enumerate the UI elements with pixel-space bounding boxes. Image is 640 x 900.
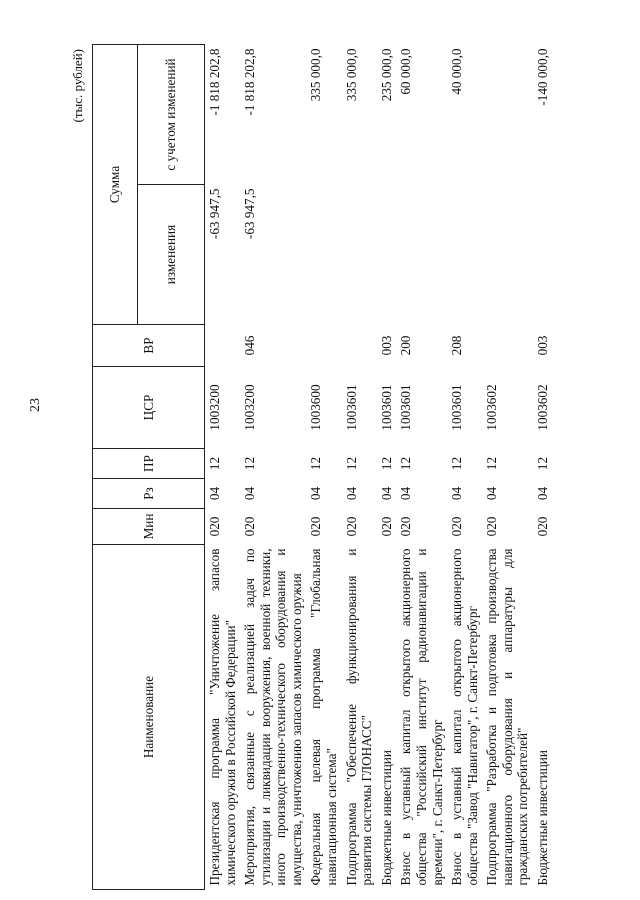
row-total: 40 000,0	[449, 48, 465, 95]
row-csr: 1003600	[308, 384, 324, 431]
row-total: 60 000,0	[398, 48, 414, 95]
table-row	[447, 45, 482, 890]
row-min: 020	[449, 516, 465, 537]
row-pr: 12	[484, 456, 500, 471]
row-change	[342, 185, 377, 325]
row-min: 020	[242, 516, 258, 537]
row-csr: 1003601	[398, 384, 414, 431]
row-pr: 12	[534, 456, 550, 471]
row-min: 020	[484, 516, 500, 537]
row-csr: 1003200	[207, 384, 222, 431]
row-total: -1 818 202,8	[207, 48, 222, 116]
row-min: 020	[378, 516, 394, 537]
row-pr: 12	[378, 456, 394, 471]
row-change	[533, 185, 553, 325]
row-total: -140 000,0	[534, 48, 550, 106]
row-total: 235 000,0	[378, 48, 394, 102]
row-rz: 04	[378, 486, 394, 501]
row-name: Подпрограмма "Разработка и подготовка производства навигационного оборудования и аппаратуры для гражданских потребителей"	[484, 548, 531, 886]
row-change	[482, 185, 533, 325]
units-label: (тыс. рублей)	[70, 49, 85, 123]
row-min: 020	[534, 516, 550, 537]
header-with-changes: с учетом изменений	[138, 45, 205, 185]
row-change: -63 947,5	[207, 188, 222, 240]
row-vr: 208	[449, 335, 465, 356]
row-total: 335 000,0	[308, 48, 324, 102]
row-vr	[205, 325, 241, 367]
row-name: Подпрограмма "Обеспечение функционирования и развития системы ГЛОНАСС"	[343, 548, 375, 886]
row-csr: 1003602	[484, 384, 500, 431]
table-row	[377, 45, 397, 890]
table-row	[533, 45, 553, 890]
row-change	[377, 185, 397, 325]
row-total: 335 000,0	[343, 48, 359, 102]
row-csr: 1003601	[449, 384, 465, 431]
row-pr: 12	[343, 456, 359, 471]
row-vr	[342, 325, 377, 367]
table-row	[306, 45, 341, 890]
row-vr: 046	[242, 335, 258, 356]
row-csr: 1003602	[534, 384, 550, 431]
row-pr: 12	[308, 456, 324, 471]
row-min: 020	[398, 516, 414, 537]
table-row	[482, 45, 533, 890]
row-rz: 04	[242, 486, 258, 501]
row-name: Мероприятия, связанные с реализацией задач по утилизации и ликвидации вооружения, военной техники, иного производственно-технического оборудования и имущества, уничтожению запасов химического оружия	[242, 548, 304, 886]
row-rz: 04	[308, 486, 324, 501]
row-csr: 1003601	[343, 384, 359, 431]
header-sum: Сумма	[93, 45, 138, 325]
row-pr: 12	[242, 456, 258, 471]
row-rz: 04	[484, 486, 500, 501]
row-rz: 04	[534, 486, 550, 501]
row-pr: 12	[207, 456, 222, 471]
table-row	[342, 45, 377, 890]
rotated-page-content	[70, 45, 610, 890]
row-name: Взнос в уставный капитал открытого акционерного общества "Российский институт радионавигации и времени", г. Санкт-Петербург	[398, 548, 445, 886]
row-rz: 04	[207, 486, 222, 501]
header-name: Наименование	[93, 545, 205, 890]
row-csr: 1003601	[378, 384, 394, 431]
budget-table	[92, 44, 553, 890]
page-number: 23	[28, 398, 43, 412]
row-vr	[306, 325, 341, 367]
table-row	[396, 45, 447, 890]
row-name: Президентская программа "Уничтожение запасов химического оружия в Российской Федерации"	[207, 548, 238, 886]
row-name: Бюджетные инвестиции	[534, 750, 550, 886]
row-change	[396, 185, 447, 325]
row-total: -1 818 202,8	[242, 48, 258, 116]
row-vr	[482, 325, 533, 367]
row-name: Бюджетные инвестиции	[378, 750, 394, 886]
row-name: Федеральная целевая программа "Глобальная навигационная система"	[308, 548, 340, 886]
header-rz: Рз	[93, 479, 205, 509]
header-pr: ПР	[93, 449, 205, 479]
row-rz: 04	[343, 486, 359, 501]
row-vr: 200	[398, 335, 414, 356]
row-min: 020	[343, 516, 359, 537]
row-min: 020	[308, 516, 324, 537]
header-vr: ВР	[93, 325, 205, 367]
row-min: 020	[207, 516, 222, 537]
table-row	[240, 45, 306, 890]
row-pr: 12	[398, 456, 414, 471]
row-total	[482, 45, 533, 185]
row-pr: 12	[449, 456, 465, 471]
table-row	[205, 45, 241, 890]
row-rz: 04	[398, 486, 414, 501]
header-csr: ЦСР	[93, 367, 205, 449]
row-vr: 003	[534, 335, 550, 356]
row-csr: 1003200	[242, 384, 258, 431]
row-vr: 003	[378, 335, 394, 356]
header-changes: изменения	[138, 185, 205, 325]
table-body	[205, 45, 553, 890]
row-change: -63 947,5	[242, 188, 258, 240]
row-change	[306, 185, 341, 325]
row-rz: 04	[449, 486, 465, 501]
row-name: Взнос в уставный капитал открытого акционерного общества "Завод "Навигатор", г. Санкт-Петербург	[449, 548, 480, 886]
header-min: Мин	[93, 509, 205, 545]
row-change	[447, 185, 482, 325]
table-header	[93, 45, 205, 890]
